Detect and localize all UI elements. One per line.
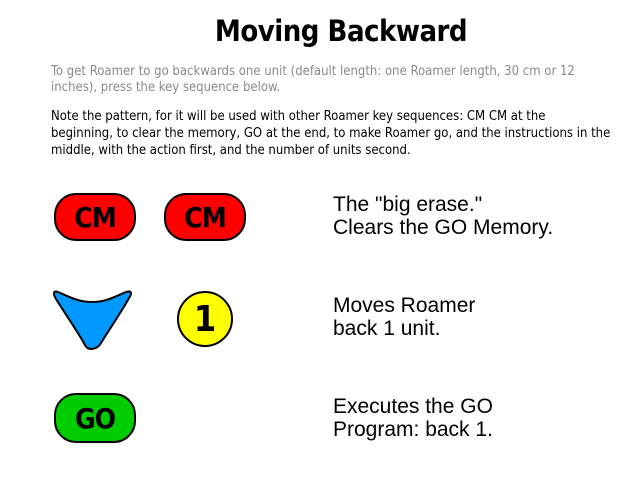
cm-key-first: CM — [54, 193, 136, 241]
description-back-line1: Moves Roamer — [333, 294, 476, 317]
down-triangle-icon — [52, 285, 132, 351]
number-one-key: 1 — [177, 291, 233, 347]
page-title: Moving Backward — [214, 14, 468, 48]
description-back — [333, 294, 475, 340]
description-back-line2: back 1 unit. — [333, 317, 441, 340]
back-key-shape — [54, 291, 131, 348]
description-clear-line1: The "big erase." — [333, 193, 483, 216]
description-go-line1: Executes the GO — [333, 395, 493, 418]
note-paragraph: Note the pattern, for it will be used with other Roamer key sequences: CM CM at the beginning, to clear the memory, GO at the end, to make Roamer go, and the instructions in the middle, with the action first, and the number of units second. — [51, 109, 611, 158]
intro-paragraph: To get Roamer to go backwards one unit (default length: one Roamer length, 30 cm or 12 inches), press the key sequence below. — [51, 64, 575, 95]
description-clear-line2: Clears the GO Memory. — [333, 216, 554, 239]
description-go — [333, 395, 493, 441]
description-go-line2: Program: back 1. — [333, 418, 493, 441]
go-key: GO — [54, 393, 136, 443]
cm-key-second: CM — [164, 193, 246, 241]
description-clear — [333, 193, 553, 239]
